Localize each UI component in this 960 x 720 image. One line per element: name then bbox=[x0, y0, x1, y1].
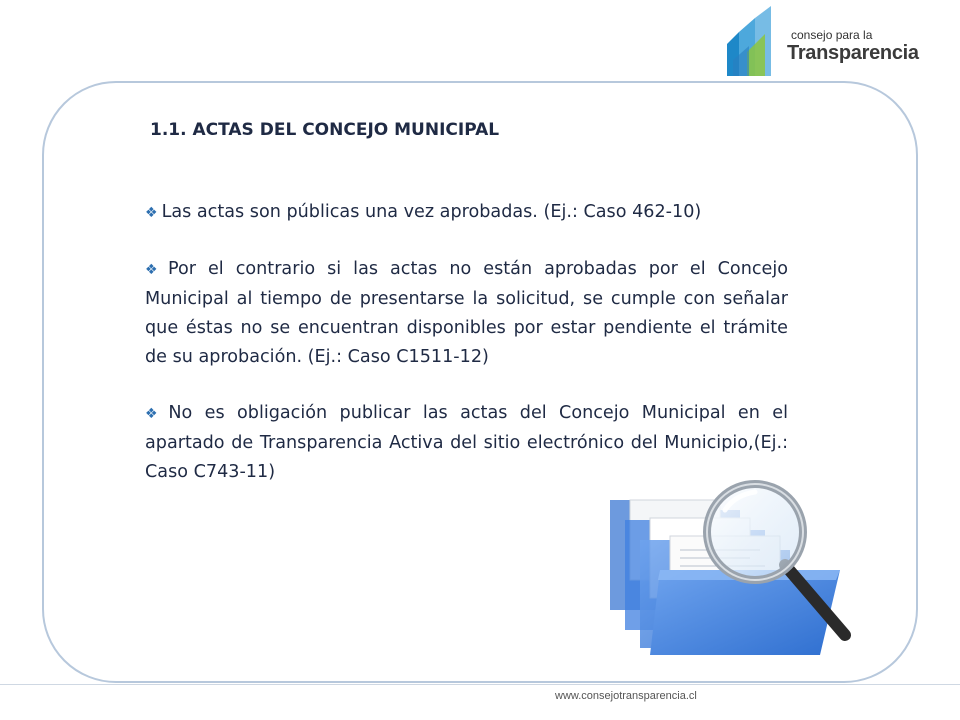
logo bbox=[725, 4, 925, 76]
diamond-bullet-icon: ❖ bbox=[145, 262, 164, 278]
list-item bbox=[145, 255, 788, 372]
footer-url[interactable]: www.consejotransparencia.cl bbox=[555, 690, 697, 702]
logo-title: Transparencia bbox=[787, 42, 919, 64]
list-item-text: No es obligación publicar las actas del Concejo Municipal en el apartado de Transparencia Activa del sitio electrónico del Municipio,(Ej.: Caso C743-11) bbox=[145, 403, 788, 482]
list-item-text: Las actas son públicas una vez aprobadas. (Ej.: Caso 462-10) bbox=[161, 202, 702, 222]
list-item bbox=[145, 198, 788, 228]
logo-subtitle: consejo para la bbox=[791, 28, 873, 42]
footer-divider bbox=[0, 684, 960, 685]
page-title: 1.1. ACTAS DEL CONCEJO MUNICIPAL bbox=[150, 120, 500, 140]
folders-magnifier-icon bbox=[590, 470, 870, 660]
list-item-text: Por el contrario si las actas no están aprobadas por el Concejo Municipal al tiempo de presentarse la solicitud, se cumple con señalar que éstas no se encuentran disponibles por estar pendiente el trámite de su aprobación. (Ej.: Caso C1511-12) bbox=[145, 259, 788, 367]
diamond-bullet-icon: ❖ bbox=[145, 406, 165, 422]
transparency-logo-icon bbox=[725, 4, 795, 76]
bullet-list bbox=[145, 198, 788, 514]
diamond-bullet-icon: ❖ bbox=[145, 205, 158, 221]
